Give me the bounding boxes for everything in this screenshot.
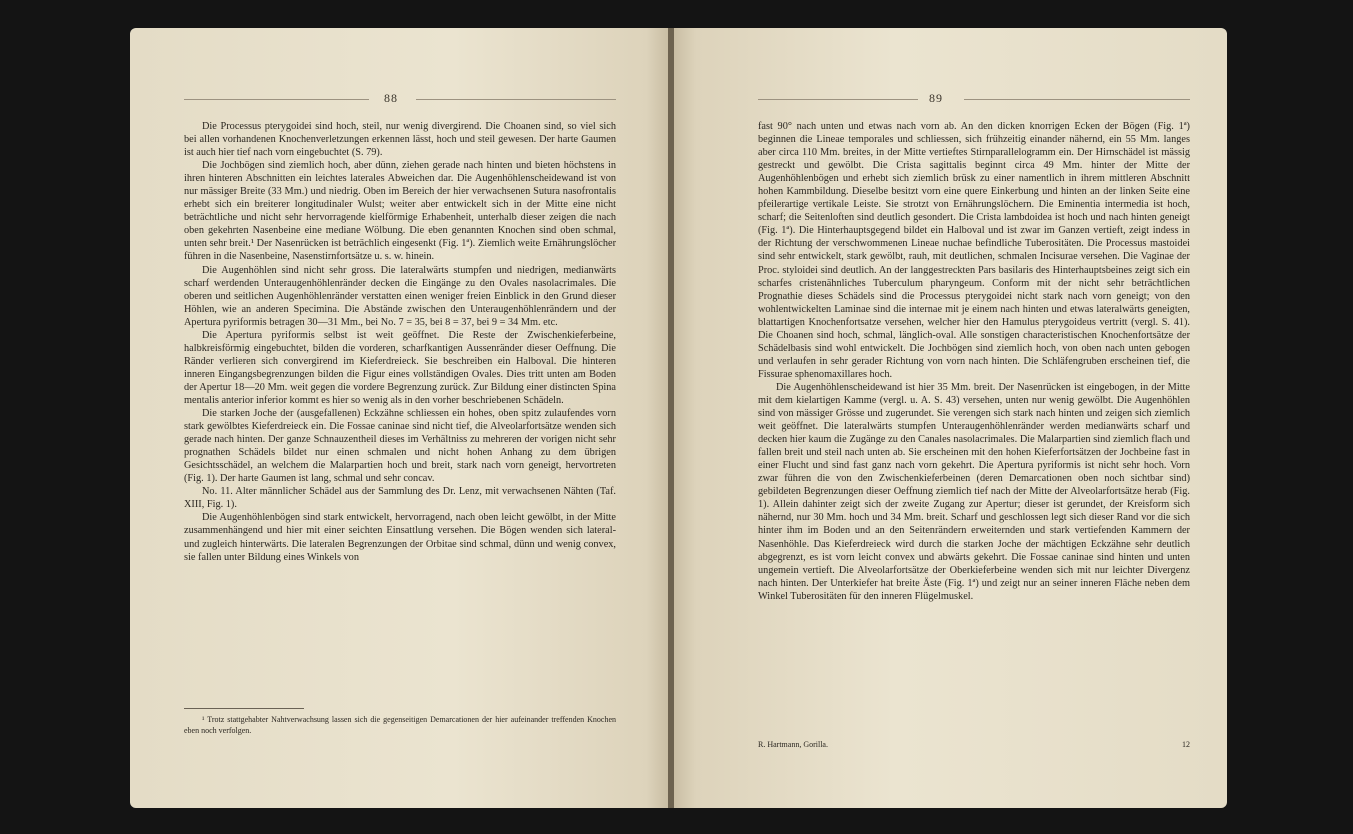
open-book xyxy=(130,28,1227,808)
footer-signature: R. Hartmann, Gorilla. xyxy=(758,740,828,749)
header-rule-right xyxy=(964,99,1190,100)
footnote: ¹ Trotz stattgehabter Nahtverwachsung lassen sich die gegenseitigen Demarcationen der hier aufeinander treffenden Knochen eben noch verfolgen. xyxy=(184,715,616,735)
paragraph: Die starken Joche der (ausgefallenen) Eckzähne schliessen ein hohes, oben spitz zulaufendes vorn stark gewölbtes Kieferdreieck ein. Die Fossae caninae sind nicht tief, die Alveolarfortsätze wenden sich gerade nach hinten. Der ganze Schnauzentheil dieses im Verhältniss zu mehreren der vorigen nicht sehr prognathen Schädels bildet nur einen schmalen und nicht hohen Anhang zu dem übrigen Gesichtsschädel, an welchem die Malarpartien hoch und breit, stark nach vorn geneigt, hervortreten (Fig. 1). Der harte Gaumen ist lang, schmal und sehr concav. xyxy=(184,408,616,485)
header-rule-left xyxy=(758,99,918,100)
paragraph: Die Apertura pyriformis selbst ist weit geöffnet. Die Reste der Zwischenkieferbeine, halbkreisförmig eingebuchtet, bilden die vorderen, scharfkantigen Aussenränder dieser Oeffnung. Die Ränder verlieren sich convergirend im Kieferdreieck. Sie beschreiben ein Halboval. Die hinteren inneren Eingangsbegrenzungen bilden die Figur eines vollständigen Ovales. Dies tritt unten am Boden der Apertur 18—20 Mm. weit gegen die vordere Begrenzung zurück. Zur Bildung einer distincten Spina mentalis anterior inferior kommt es hier so wenig als in den vorher beschriebenen Schädeln. xyxy=(184,329,616,406)
page-number-left: 88 xyxy=(384,91,398,105)
right-body-text xyxy=(758,120,1190,603)
paragraph: Die Jochbögen sind ziemlich hoch, aber dünn, ziehen gerade nach hinten und bieten höchstens in ihren hinteren Abschnitten ein leichtes laterales Abweichen dar. Die Augenhöhlenscheidewand ist von nur mässiger Breite (33 Mm.) und niedrig. Oben im Bereich der hier verwachsenen Sutura nasofrontalis erhebt sich ein breiterer longitudinaler Wulst; weiter aber entwickelt sich in der Mitte eine nicht beträchtliche und nicht sehr hervorragende kielförmige Erhabenheit, unterhalb dieser zeigen die nach oben gekehrten Nasenbeine eine mediane Wölbung. Die eben genannten Knochen sind oben schmal, unten sehr breit.¹ Der Nasenrücken ist beträchlich eingesenkt (Fig. 1ª). Ziemlich weite Ernährungslöcher führen in die Nasenbeine, Nasenstirnfortsätze u. s. w. hinein. xyxy=(184,160,616,263)
paragraph: Die Augenhöhlenscheidewand ist hier 35 Mm. breit. Der Nasenrücken ist eingebogen, in der Mitte mit dem kielartigen Kamme (vergl. u. A. S. 43) versehen, unten nur wenig gewölbt. Die Augenhöhlen sind von mässiger Grösse und zugerundet. Sie verengen sich stark nach hinten und zeigen sich ziemlich weit geöffnet. Die lateralwärts stumpfen Unteraugenhöhlenränder werden medianwärts scharf und decken hier kaum die Zugänge zu den Canales nasolacrimales. Die Malarpartien sind ziemlich flach und fallen breit und steil nach unten ab. Sie erscheinen mit den hohen Kieferfortsätzen der Jochbeine fast in einer Flucht und sind fast ganz nach vorn gekehrt. Die Apertura pyriformis ist nicht sehr hoch. Vorn zwar führen die von den Zwischenkieferbeinen (deren Demarcationen oben noch sichtbar sind) gebildeten Begrenzungen dieser Oeffnung ziemlich tief nach der Mitte der Alveolarfortsätze herab (Fig. 1). Allein dahinter zeigt sich der zweite Zugang zur Apertur; dieser ist gerundet, der Kreisform sich nähernd, nur 30 Mm. hoch und 34 Mm. breit. Scharf und geschlossen legt sich dieser Rand vor die sich hinter ihm im Boden und an den Seitenrändern erweiternden und stark vertiefenden Kammern der Nasenhöhle. Das Kieferdreieck wird durch die starken Joche der mächtigen Eckzähne sehr deutlich abgegrenzt, es ist vorn leicht convex und abwärts gekehrt. Die Fossae caninae sind hinten und unten ungemein vertieft. Die Alveolarfortsätze der Oberkieferbeine wenden sich mit nur leichter Divergenz nach hinten. Der Unterkiefer hat breite Äste (Fig. 1ª) und zeigt nur an seiner inneren Fläche neben dem Winkel Tuberositäten für den inneren Flügelmuskel. xyxy=(758,381,1190,602)
page-footer xyxy=(758,740,1190,749)
header-rule-right xyxy=(416,99,616,100)
paragraph: No. 11. Alter männlicher Schädel aus der Sammlung des Dr. Lenz, mit verwachsenen Nähten (Taf. XIII, Fig. 1). xyxy=(184,486,616,511)
paragraph: Die Augenhöhlen sind nicht sehr gross. Die lateralwärts stumpfen und niedrigen, medianwärts scharf werdenden Unteraugenhöhlenränder decken die Eingänge zu den Ovales nasolacrimales. Die oberen und seitlichen Augenhöhlenränder verstatten einen weniger freien Einblick in den Grund dieser Höhlen, wie an anderen Specimina. Die Abstände zwischen den Unteraugenhöhlenrändern und der Apertura pyriformis betragen 30—31 Mm., bei No. 7 = 35, bei 8 = 37, bei 9 = 34 Mm. etc. xyxy=(184,264,616,328)
footnote-rule xyxy=(184,708,304,709)
left-body-text xyxy=(184,120,616,564)
header-rule-left xyxy=(184,99,369,100)
page-number-right: 89 xyxy=(929,91,943,105)
paragraph: fast 90° nach unten und etwas nach vorn ab. An den dicken knorrigen Ecken der Bögen (Fig. 1ª) beginnen die Lineae temporales und schliessen, sich frühzeitig einander nähernd, ein 55 Mm. langes aber circa 110 Mm. breites, in der Mitte vertieftes Stirnparallelogramm ein. Der Hirnschädel ist mässig gestreckt und gewölbt. Die Crista sagittalis beginnt circa 49 Mm. hinter der Mitte der Augenhöhlenbögen und erhebt sich ziemlich brüsk zu einer namentlich in ihrem mittleren Abschnitt hohen Kammbildung. Dieselbe besitzt vorn eine quere Einkerbung und hinten an der linken Seite eine pfeilerartige vertikale Leiste. Sie strotzt von Ernährungslöchern. Die Eminentia intermedia ist hoch, scharf; die Seitenloften sind deutlich gesondert. Die Crista lambdoidea ist hoch und nach hinten geneigt (Fig. 1ª). Die Hinterhauptsgegend bildet ein Halboval und ist zwar im Ganzen vertieft, zeigt indess in der Richtung der verschwommenen Lineae nuchae befindliche Tuberositäten. Die Processus mastoidei sind sehr entwickelt, stark gewölbt, rauh, mit deutlichen, schmalen Incisurae versehen. Die Vaginae der Proc. styloidei sind deutlich. An der langgestreckten Pars basilaris des Hinterhauptsbeines zeigt sich ein scharfes cristenähnliches Tuberculum pharyngeum. Conform mit der nicht sehr beträchtlichen Prognathie dieses Schädels sind die Processus pterygoidei nicht stark nach vorn geneigt; von den wohlentwickelten Laminae sind die internae mit je einem nach hinten und etwas lateralwärts geneigten, blattartigen Knochenfortsatze versehen, welcher hier den Hamulus pterygoideus vertritt (vergl. S. 41). Die Choanen sind hoch, schmal, länglich-oval. Alle sonstigen characteristischen Knochenfortsätze der Schädelbasis sind wohl entwickelt. Die Jochbögen sind ziemlich hoch, von oben nach unten gebogen und verlaufen in sehr gerader Richtung von vorn nach hinten. Die Schläfengruben erscheinen tief, die Fissurae sphenomaxillares hoch. xyxy=(758,121,1190,380)
footer-sheet-number: 12 xyxy=(1182,740,1190,749)
right-page xyxy=(674,28,1227,808)
left-page xyxy=(130,28,668,808)
paragraph: Die Processus pterygoidei sind hoch, steil, nur wenig divergirend. Die Choanen sind, so viel sich bei allen vorhandenen Knochenverletzungen erkennen lässt, hoch und steil gewesen. Der harte Gaumen ist auch hier tief nach vorn eingebuchtet (S. 79). xyxy=(184,121,616,159)
paragraph: Die Augenhöhlenbögen sind stark entwickelt, hervorragend, nach oben leicht gewölbt, in der Mitte zusammenhängend und hier mit einer seichten Einsattlung versehen. Die Bögen wenden sich lateral- und zugleich hinterwärts. Die lateralen Begrenzungen der Orbitae sind schmal, dünn und wenig convex, sie fallen unter Bildung eines Winkels von xyxy=(184,512,616,563)
